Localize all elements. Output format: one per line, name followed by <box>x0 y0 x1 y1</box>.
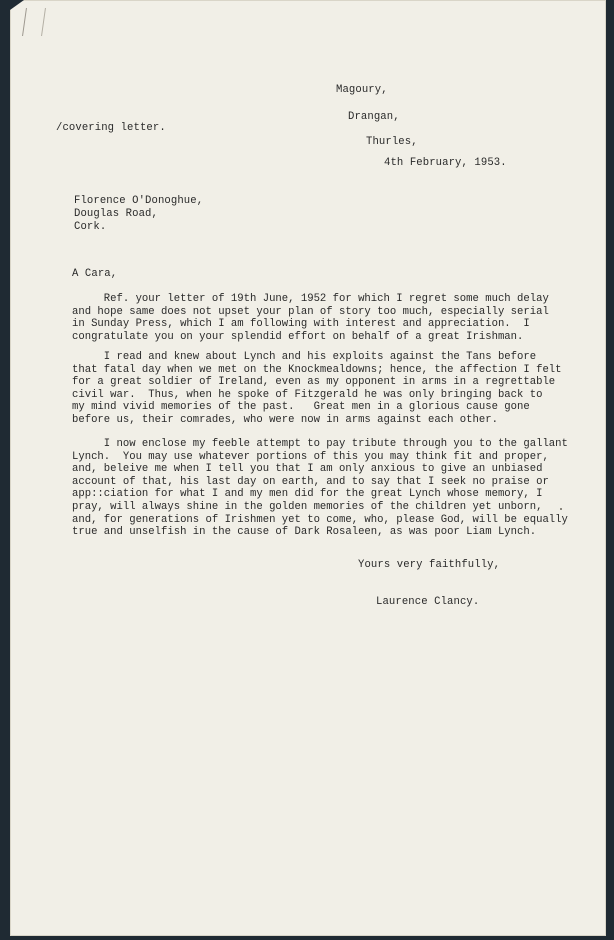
address-date: 4th February, 1953. <box>384 157 507 169</box>
address-line-2: Drangan, <box>348 111 400 123</box>
paragraph-line: Lynch. You may use whatever portions of this you may think fit and proper, <box>72 450 549 463</box>
ink-dot <box>560 508 562 510</box>
paragraph-line: and, beleive me when I tell you that I am only anxious to give an unbiased <box>72 463 543 476</box>
paragraph-2 <box>72 351 562 427</box>
letter-page <box>10 0 606 936</box>
paragraph-3 <box>72 438 568 539</box>
paragraph-line: in Sunday Press, which I am following with interest and appreciation. I <box>72 318 530 331</box>
address-line-3: Thurles, <box>366 136 418 148</box>
paragraph-line: pray, will always shine in the golden memories of the children yet unborn, <box>72 500 543 513</box>
paragraph-line: that fatal day when we met on the Knockmealdowns; hence, the affection I felt <box>72 363 562 376</box>
margin-scribble <box>22 8 46 36</box>
salutation: A Cara, <box>72 268 118 280</box>
signature: Laurence Clancy. <box>376 596 480 608</box>
paragraph-line: congratulate you on your splendid effort on behalf of a great Irishman. <box>72 330 524 343</box>
paragraph-line: and hope same does not upset your plan of story too much, especially serial <box>72 305 549 318</box>
paragraph-line: my mind vivid memories of the past. Great men in a glorious cause gone <box>72 401 530 414</box>
paragraph-1 <box>72 293 558 343</box>
paragraph-line: account of that, his last day on earth, and to say that I seek no praise or <box>72 475 549 488</box>
paragraph-line: true and unselfish in the cause of Dark Rosaleen, as was poor Liam Lynch. <box>72 526 537 539</box>
paragraph-line: I now enclose my feeble attempt to pay tribute through you to the gallant <box>72 438 568 450</box>
paragraph-line: before us, their comrades, who were now in arms against each other. <box>72 413 498 426</box>
paragraph-line: civil war. Thus, when he spoke of Fitzgerald he was only bringing back to <box>72 388 543 401</box>
covering-note: /covering letter. <box>56 122 166 134</box>
corner-mark <box>10 0 24 10</box>
paragraph-line: for a great soldier of Ireland, even as my opponent in arms in a regrettable <box>72 376 556 389</box>
recipient-city: Cork. <box>74 221 107 233</box>
paragraph-line: app::ciation for what I and my men did for the great Lynch whose memory, I <box>72 488 543 501</box>
recipient-name: Florence O'Donoghue, <box>74 195 204 207</box>
paragraph-line: Ref. your letter of 19th June, 1952 for which I regret some much delay <box>72 293 549 305</box>
recipient-street: Douglas Road, <box>74 208 158 220</box>
paragraph-line: I read and knew about Lynch and his exploits against the Tans before <box>72 351 537 363</box>
paragraph-line: and, for generations of Irishmen yet to come, who, please God, will be equally <box>72 513 568 526</box>
closing: Yours very faithfully, <box>358 559 501 571</box>
address-line-1: Magoury, <box>336 84 388 96</box>
